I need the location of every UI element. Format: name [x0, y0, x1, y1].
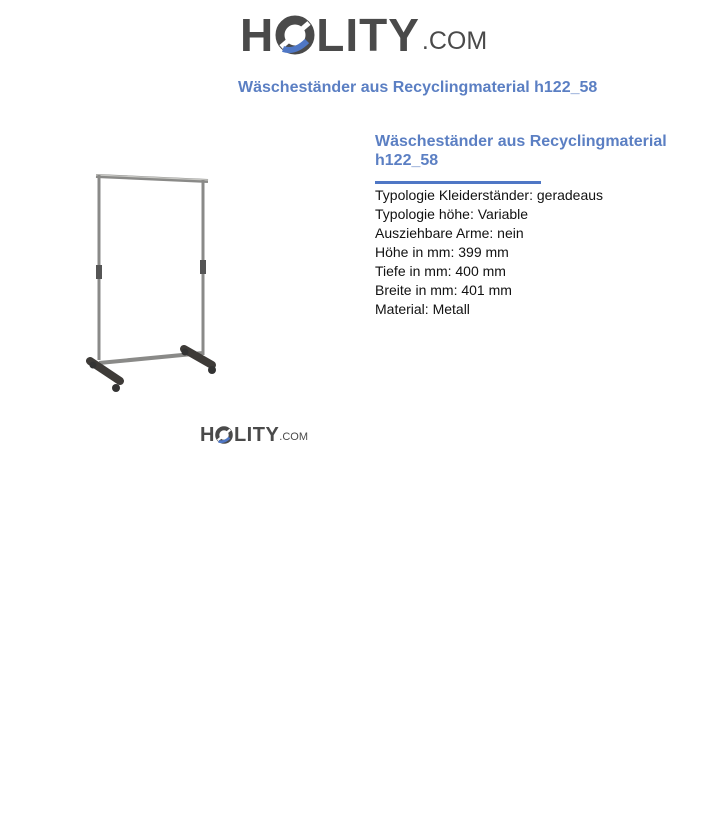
- logo-o-icon: [275, 13, 315, 57]
- spec-item: Breite in mm: 401 mm: [375, 282, 512, 298]
- small-logo-letters-lity: LITY: [233, 424, 280, 446]
- logo-letter-h: H: [240, 9, 275, 61]
- clothes-rack-image: [82, 165, 227, 400]
- small-logo-o-icon: [215, 425, 233, 445]
- logo-suffix: .COM: [421, 27, 488, 55]
- page-title: Wäscheständer aus Recyclingmaterial h122_58: [238, 79, 598, 96]
- spec-item: Typologie Kleiderständer: geradeaus: [375, 187, 604, 203]
- heading-divider: [375, 181, 541, 184]
- holity-small-logo: [200, 425, 308, 445]
- holity-logo[interactable]: [240, 9, 488, 61]
- product-heading: Wäscheständer aus Recyclingmaterial h122_58: [375, 133, 667, 169]
- spec-item: Typologie höhe: Variable: [375, 206, 529, 222]
- spec-item: Tiefe in mm: 400 mm: [375, 263, 506, 279]
- small-logo-suffix: .COM: [279, 431, 309, 443]
- product-specs-list: [375, 186, 603, 319]
- spec-item: Ausziehbare Arme: nein: [375, 225, 524, 241]
- small-logo-letter-h: H: [200, 424, 215, 446]
- spec-item: Höhe in mm: 399 mm: [375, 244, 509, 260]
- logo-letters-lity: LITY: [316, 9, 420, 61]
- spec-item: Material: Metall: [375, 301, 470, 317]
